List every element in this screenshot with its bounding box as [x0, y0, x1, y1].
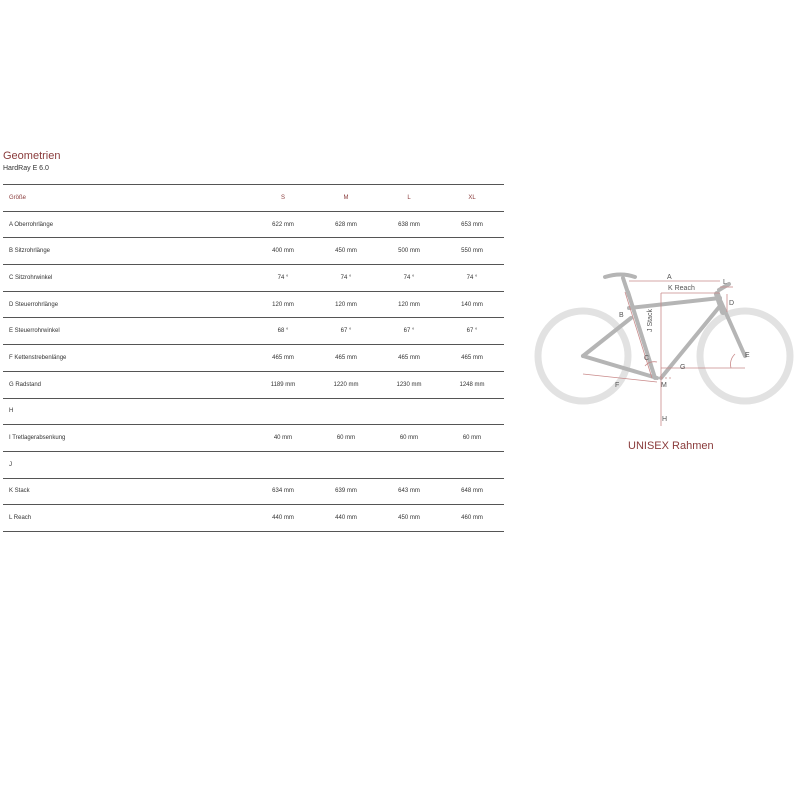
table-cell: 465 mm: [272, 354, 294, 361]
table-cell: 450 mm: [398, 515, 420, 522]
table-cell: 67 °: [340, 328, 352, 335]
table-cell: 120 mm: [272, 301, 294, 308]
table-row: [3, 264, 504, 291]
table-cell: 120 mm: [398, 301, 420, 308]
table-row: [3, 344, 504, 371]
row-label: H: [9, 408, 14, 415]
table-cell: 1220 mm: [333, 381, 359, 388]
table-cell: 1230 mm: [396, 381, 422, 388]
label-b: B: [619, 312, 624, 319]
table-cell: 68 °: [277, 328, 289, 335]
table-cell: 465 mm: [335, 354, 357, 361]
table-cell: 638 mm: [398, 221, 420, 228]
diagram-caption: UNISEX Rahmen: [628, 440, 714, 452]
table-row: [3, 237, 504, 264]
row-label: C Sitzrohrwinkel: [9, 274, 53, 281]
table-cell: 74 °: [340, 274, 352, 281]
bike-geometry-diagram: [533, 268, 800, 428]
table-cell: 74 °: [403, 274, 415, 281]
geometry-table: [3, 184, 504, 532]
table-cell: 460 mm: [461, 515, 483, 522]
table-cell: [442, 399, 502, 425]
table-row: [3, 317, 504, 344]
page-subtitle: HardRay E 6.0: [3, 165, 49, 172]
angle-arc-e: [730, 354, 735, 368]
label-k-reach: K Reach: [668, 285, 695, 292]
table-cell: 40 mm: [273, 435, 293, 442]
table-cell: 450 mm: [335, 248, 357, 255]
row-label: F Kettenstrebenlänge: [9, 354, 67, 361]
table-row: [3, 504, 504, 531]
table-cell: 60 mm: [336, 435, 356, 442]
table-cell: 400 mm: [272, 248, 294, 255]
label-g: G: [680, 364, 686, 371]
label-m: M: [661, 382, 667, 389]
table-cell: 440 mm: [272, 515, 294, 522]
table-cell: [316, 452, 376, 478]
table-cell: 1248 mm: [459, 381, 485, 388]
size-header: M: [343, 194, 349, 201]
table-cell: 60 mm: [399, 435, 419, 442]
label-a: A: [667, 274, 672, 281]
seatpost: [623, 278, 629, 296]
row-label: L Reach: [9, 515, 32, 522]
table-cell: 465 mm: [461, 354, 483, 361]
table-bottom-border: [3, 531, 504, 532]
size-header-label: Größe: [9, 194, 27, 201]
table-cell: 67 °: [403, 328, 415, 335]
table-cell: [253, 452, 313, 478]
table-cell: 74 °: [277, 274, 289, 281]
down-tube: [661, 306, 720, 378]
table-cell: 639 mm: [335, 488, 357, 495]
table-cell: 628 mm: [335, 221, 357, 228]
table-cell: 1189 mm: [270, 381, 296, 388]
row-label: G Radstand: [9, 381, 42, 388]
table-row: [3, 478, 504, 505]
row-label: J: [9, 461, 12, 468]
table-row: [3, 371, 504, 398]
size-header: S: [280, 194, 285, 201]
table-cell: 500 mm: [398, 248, 420, 255]
size-header: L: [407, 194, 411, 201]
table-cell: 648 mm: [461, 488, 483, 495]
table-cell: 140 mm: [461, 301, 483, 308]
row-label: E Steuerrohrwinkel: [9, 328, 60, 335]
table-cell: [253, 399, 313, 425]
table-cell: 440 mm: [335, 515, 357, 522]
row-label: B Sitzrohrlänge: [9, 248, 51, 255]
table-cell: 634 mm: [272, 488, 294, 495]
size-header: XL: [468, 194, 476, 201]
table-row: [3, 424, 504, 451]
row-label: A Oberrohrlänge: [9, 221, 54, 228]
row-label: I Tretlagerabsenkung: [9, 435, 66, 442]
table-row: [3, 291, 504, 318]
saddle: [605, 275, 635, 278]
table-row: [3, 398, 504, 425]
label-j-stack: J Stack: [647, 309, 654, 332]
label-h: H: [662, 416, 668, 423]
label-e: E: [745, 352, 750, 359]
table-cell: 67 °: [466, 328, 478, 335]
table-row: [3, 211, 504, 238]
top-tube: [629, 298, 720, 308]
row-label: D Steuerrohrlänge: [9, 301, 59, 308]
table-cell: [379, 399, 439, 425]
table-cell: 550 mm: [461, 248, 483, 255]
table-cell: 120 mm: [335, 301, 357, 308]
label-d: D: [729, 300, 735, 307]
table-cell: 643 mm: [398, 488, 420, 495]
table-cell: [316, 399, 376, 425]
table-cell: [442, 452, 502, 478]
label-l: L: [723, 279, 727, 286]
table-cell: 74 °: [466, 274, 478, 281]
table-cell: 653 mm: [461, 221, 483, 228]
table-header-row: [3, 184, 504, 211]
label-f: F: [615, 382, 620, 389]
label-c: C: [644, 355, 650, 362]
table-cell: [379, 452, 439, 478]
page-title: Geometrien: [3, 150, 61, 162]
table-cell: 465 mm: [398, 354, 420, 361]
table-row: [3, 451, 504, 478]
table-cell: 622 mm: [272, 221, 294, 228]
row-label: K Stack: [9, 488, 30, 495]
table-cell: 60 mm: [462, 435, 482, 442]
